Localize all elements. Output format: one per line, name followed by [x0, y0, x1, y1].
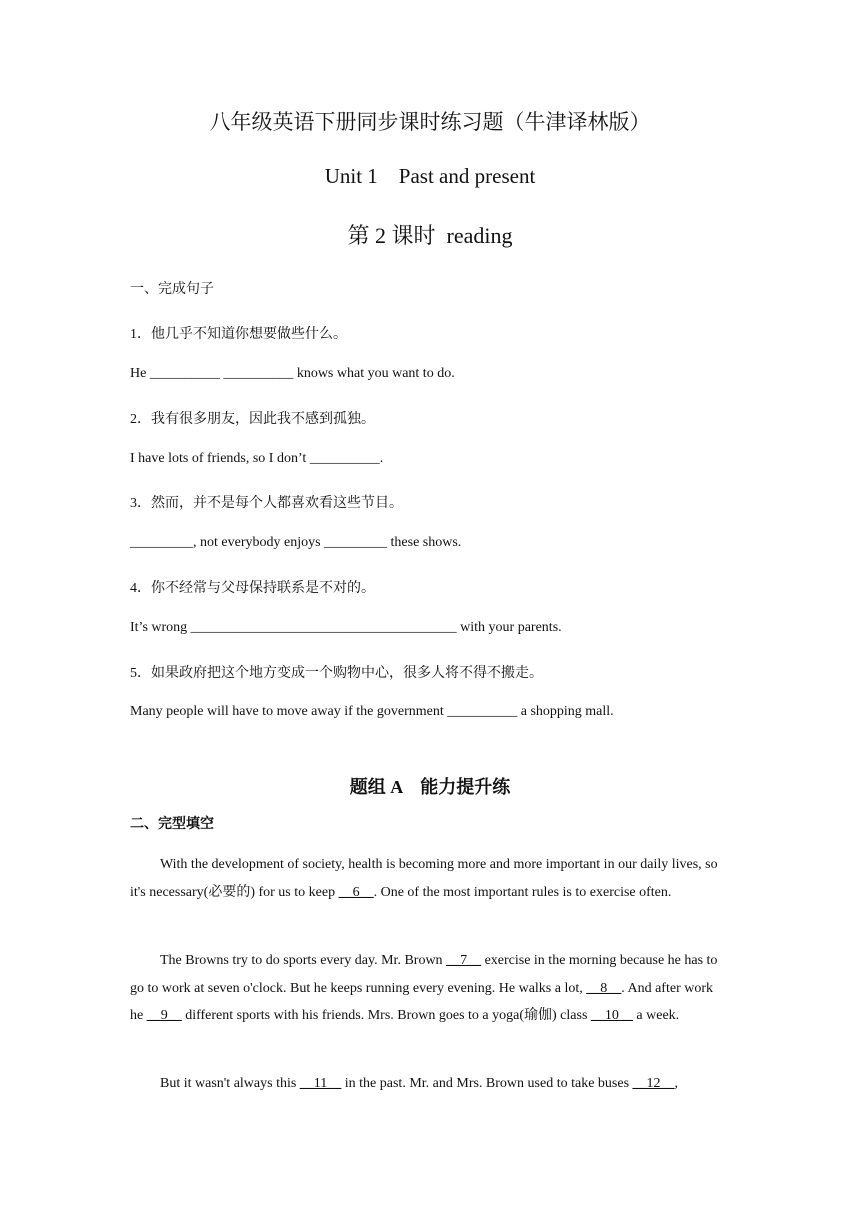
- section-1-heading: 一、完成句子: [130, 282, 214, 297]
- blank-7: __7__: [446, 953, 482, 968]
- blank-12: __12__: [632, 1076, 675, 1091]
- question-2-chinese: 2．我有很多朋友，因此我不感到孤独。: [130, 412, 375, 427]
- cloze-text: But it wasn't always this: [160, 1076, 300, 1091]
- cloze-text: ,: [674, 1076, 679, 1091]
- question-2-english: I have lots of friends, so I don’t __________.: [130, 451, 384, 466]
- blank-10: __10__: [590, 1008, 633, 1023]
- question-4-english: It’s wrong ______________________________________ with your parents.: [130, 620, 562, 635]
- question-5-english: Many people will have to move away if the government __________ a shopping mall.: [130, 704, 614, 719]
- section-2-heading: 二、完型填空: [130, 817, 214, 832]
- cloze-text: . One of the most important rules is to exercise often.: [373, 884, 672, 900]
- cloze-text: different sports with his friends. Mrs. Brown goes to a yoga(瑜伽) class: [181, 1008, 591, 1023]
- cloze-text: The Browns try to do sports every day. Mr. Brown: [160, 953, 447, 968]
- cloze-paragraph-3: [130, 1070, 727, 1098]
- blank-8: __8__: [586, 980, 622, 996]
- cloze-text: exercise in the morning because he has to go to work at seven o'clock. But he keeps running every evening. He walks a lot,: [130, 953, 718, 996]
- cloze-text: With the development of society, health is becoming more and more important in our daily lives, so it's necessary(必要的) for us to keep: [130, 857, 718, 900]
- question-4-chinese: 4．你不经常与父母保持联系是不对的。: [130, 581, 375, 596]
- question-3-chinese: 3．然而，并不是每个人都喜欢看这些节目。: [130, 496, 403, 511]
- group-a-heading: 题组 A 能力提升练: [349, 777, 511, 797]
- cloze-paragraph-2: [130, 947, 727, 1030]
- question-3-english: _________, not everybody enjoys _________ these shows.: [130, 535, 462, 550]
- question-1-chinese: 1．他几乎不知道你想要做些什么。: [130, 327, 347, 342]
- page-title: 八年级英语下册同步课时练习题（牛津译林版）: [209, 110, 651, 134]
- cloze-text: a week.: [632, 1008, 680, 1023]
- cloze-text: in the past. Mr. and Mrs. Brown used to take buses: [341, 1076, 633, 1091]
- question-5-chinese: 5．如果政府把这个地方变成一个购物中心，很多人将不得不搬走。: [130, 666, 543, 681]
- blank-9: __9__: [146, 1008, 182, 1023]
- blank-11: __11__: [299, 1076, 342, 1091]
- unit-title: Unit 1 Past and present: [324, 164, 536, 188]
- cloze-text: . And after work he: [130, 980, 714, 1023]
- question-1-english: He __________ __________ knows what you want to do.: [130, 366, 455, 381]
- blank-6: __6__: [338, 884, 374, 900]
- lesson-title: 第 2 课时 reading: [347, 223, 513, 248]
- cloze-paragraph-1: [130, 851, 727, 906]
